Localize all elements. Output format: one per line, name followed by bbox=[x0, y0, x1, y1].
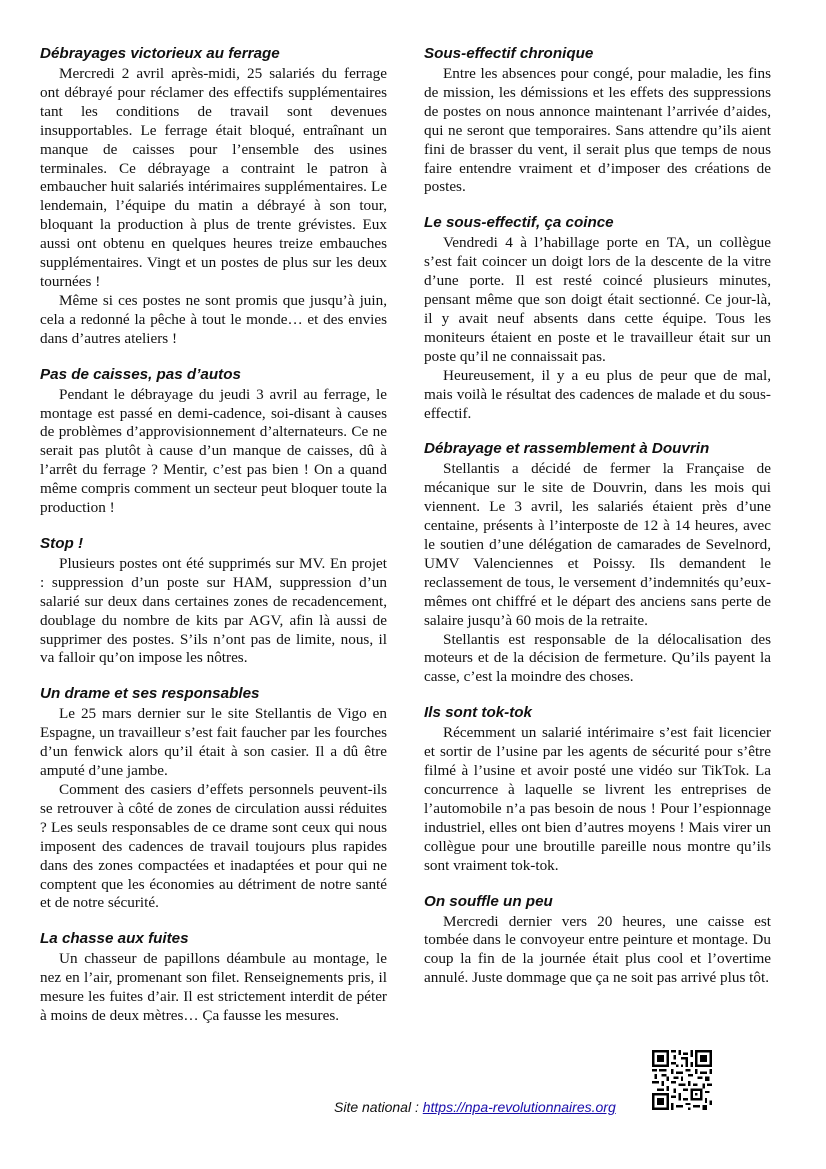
article-paragraph: Pendant le débrayage du jeudi 3 avril au ferrage, le montage est passé en demi-cadence, soi-disant à causes de problèmes d’approvisionnement d’alternateurs. Ce ne serait pas plutôt à cause d’un manque de caisses, dû à l’arrêt du ferrage ? Mentir, c’est pas bien ! On a quand même compris comment un secteur peut bloquer toute la production ! bbox=[40, 385, 387, 517]
article-title: On souffle un peu bbox=[424, 892, 553, 910]
article-paragraph: Comment des casiers d’effets personnels peuvent-ils se retrouver à côté de zones de circulation aussi réduites ? Les seuls responsables de ce drame sont ceux qui nous imposent des cadences de travail toujours plus rapides dans des zones compactées et inadaptées et pour qui ne comptent que les économies au détriment de notre santé et de notre sécurité. bbox=[40, 781, 387, 912]
site-link[interactable]: https://npa-revolutionnaires.org bbox=[422, 1099, 616, 1115]
left-column bbox=[40, 44, 387, 1042]
article-title: Le sous-effectif, ça coince bbox=[424, 214, 614, 232]
article-paragraph: Récemment un salarié intérimaire s’est fait licencier et sortir de l’usine par les agents de sécurité pour s’être filmé à l’usine et avoir posté une vidéo sur TikTok. La concurrence à laquelle se livrent les entreprises de l’automobile n’a pas besoin de nous ! Pour l’espionnage industriel, elles ont bien d’autres moyens ! Mais virer un collègue pour une broutille pareille nous montre qu’ils sont vraiment tok-tok. bbox=[424, 724, 771, 874]
article-paragraph: Mercredi 2 avril après-midi, 25 salariés du ferrage ont débrayé pour réclamer des effectifs supplémentaires tant les conditions de travail sont devenues insupportables. Le ferrage était bloqué, entraînant un manque de caisses pour l’ensemble des usines terminales. Ce débrayage a contraint le patron à embaucher huit salariés intérimaires supplémentaires. Le lendemain, l’équipe du matin a débrayé à son tour, bloquant la production à plus de trente grévistes. Eux aussi ont obtenu en quelques heures treize embauches supplémentaires. Vingt et un postes de plus sur les deux tournées ! bbox=[40, 65, 387, 290]
article-chasse-aux-fuites bbox=[40, 929, 387, 1026]
article-title: Sous-effectif chronique bbox=[424, 45, 594, 62]
article-paragraph: Stellantis a décidé de fermer la Française de mécanique sur le site de Douvrin, dans les mois qui viennent. Le 3 avril, les salariés étaient près d’une centaine, présents à l’interposte de 12 à 14 heures, avec le soutien d’une délégation de camarades de Sevelnord, UMV Valenciennes et Poissy. Ils demandent le reclassement de tous, le versement d’indemnités qu’eux-mêmes ont chiffré et le départ des anciens sans perte de salaire jusqu’à 60 mois de la retraite. bbox=[424, 460, 771, 629]
article-pas-de-caisses bbox=[40, 365, 387, 518]
article-on-souffle bbox=[424, 892, 771, 989]
article-stop bbox=[40, 534, 387, 668]
footer-label: Site national : bbox=[334, 1099, 423, 1115]
article-paragraph: Mercredi dernier vers 20 heures, une caisse est tombée dans le convoyeur entre peinture et montage. Du coup la fin de la journée était plus cool et l’overtime annulé. Juste dommage que ça ne soit pas arrivé plus tôt. bbox=[424, 912, 771, 987]
article-title: Un drame et ses responsables bbox=[40, 685, 260, 703]
right-column bbox=[424, 44, 771, 1004]
article-debrayages-victorieux bbox=[40, 44, 387, 349]
article-tok-tok bbox=[424, 703, 771, 875]
article-un-drame bbox=[40, 684, 387, 913]
article-title: Débrayage et rassemblement à Douvrin bbox=[424, 440, 710, 458]
article-paragraph: Un chasseur de papillons déambule au montage, le nez en l’air, promenant son filet. Renseignements pris, il mesure les fuites d’air. Il est strictement interdit de péter à moins de deux mètres… Ça fausse les mesures. bbox=[40, 950, 387, 1025]
article-paragraph: Vendredi 4 à l’habillage porte en TA, un collègue s’est fait coincer un doigt lors de la descente de la vitre d’une porte. Il est resté coincé plusieurs minutes, pensant même que son doigt était sectionné. Ce jour-là, il y avait neuf absents dans cette équipe. Tous les moniteurs étaient en poste et le travailleur était sur un poste qu’il ne connaissait pas. bbox=[424, 234, 771, 365]
article-paragraph: Stellantis est responsable de la délocalisation des moteurs et de la décision de fermeture. Qu’ils payent la casse, c’est la moindre des choses. bbox=[424, 630, 771, 686]
article-paragraph: Le 25 mars dernier sur le site Stellantis de Vigo en Espagne, un travailleur s’est fait faucher par les fourches d’un fenwick alors qu’il était à son casier. Il a dû être amputé d’une jambe. bbox=[40, 705, 387, 780]
article-title: Ils sont tok-tok bbox=[424, 704, 533, 722]
article-title: Débrayages victorieux au ferrage bbox=[40, 45, 280, 62]
article-title: La chasse aux fuites bbox=[40, 930, 189, 948]
article-title: Stop ! bbox=[40, 534, 84, 552]
article-paragraph: Heureusement, il y a eu plus de peur que de mal, mais voilà le résultat des cadences de malade et du sous-effectif. bbox=[424, 366, 771, 422]
article-douvrin bbox=[424, 439, 771, 687]
article-paragraph: Même si ces postes ne sont promis que jusqu’à juin, cela a redonné la pêche à tout le monde… et des envies dans d’autres ateliers ! bbox=[40, 291, 387, 347]
article-title: Pas de caisses, pas d’autos bbox=[40, 365, 241, 383]
article-sous-effectif-coince bbox=[424, 213, 771, 423]
qr-code-icon bbox=[652, 1050, 712, 1110]
article-paragraph: Plusieurs postes ont été supprimés sur MV. En projet : suppression d’un poste sur HAM, suppression d’un salarié sur deux dans certaines zones de recadencement, doublage du nombre de kits par AGV, afin là aussi de supprimer des postes. S’ils n’ont pas de limite, nous, il va falloir qu’on impose les nôtres. bbox=[40, 554, 387, 667]
article-paragraph: Entre les absences pour congé, pour maladie, les fins de mission, les démissions et les effets des suppressions de postes on nous annonce maintenant l’arrivée d’aides, qui ne seront que temporaires. Sans attendre qu’ils aient fini de brasser du vent, il serait plus que temps de nous faire entendre vraiment et d’imposer des créations de postes. bbox=[424, 65, 771, 196]
footer bbox=[334, 1099, 616, 1115]
article-sous-effectif-chronique bbox=[424, 44, 771, 197]
